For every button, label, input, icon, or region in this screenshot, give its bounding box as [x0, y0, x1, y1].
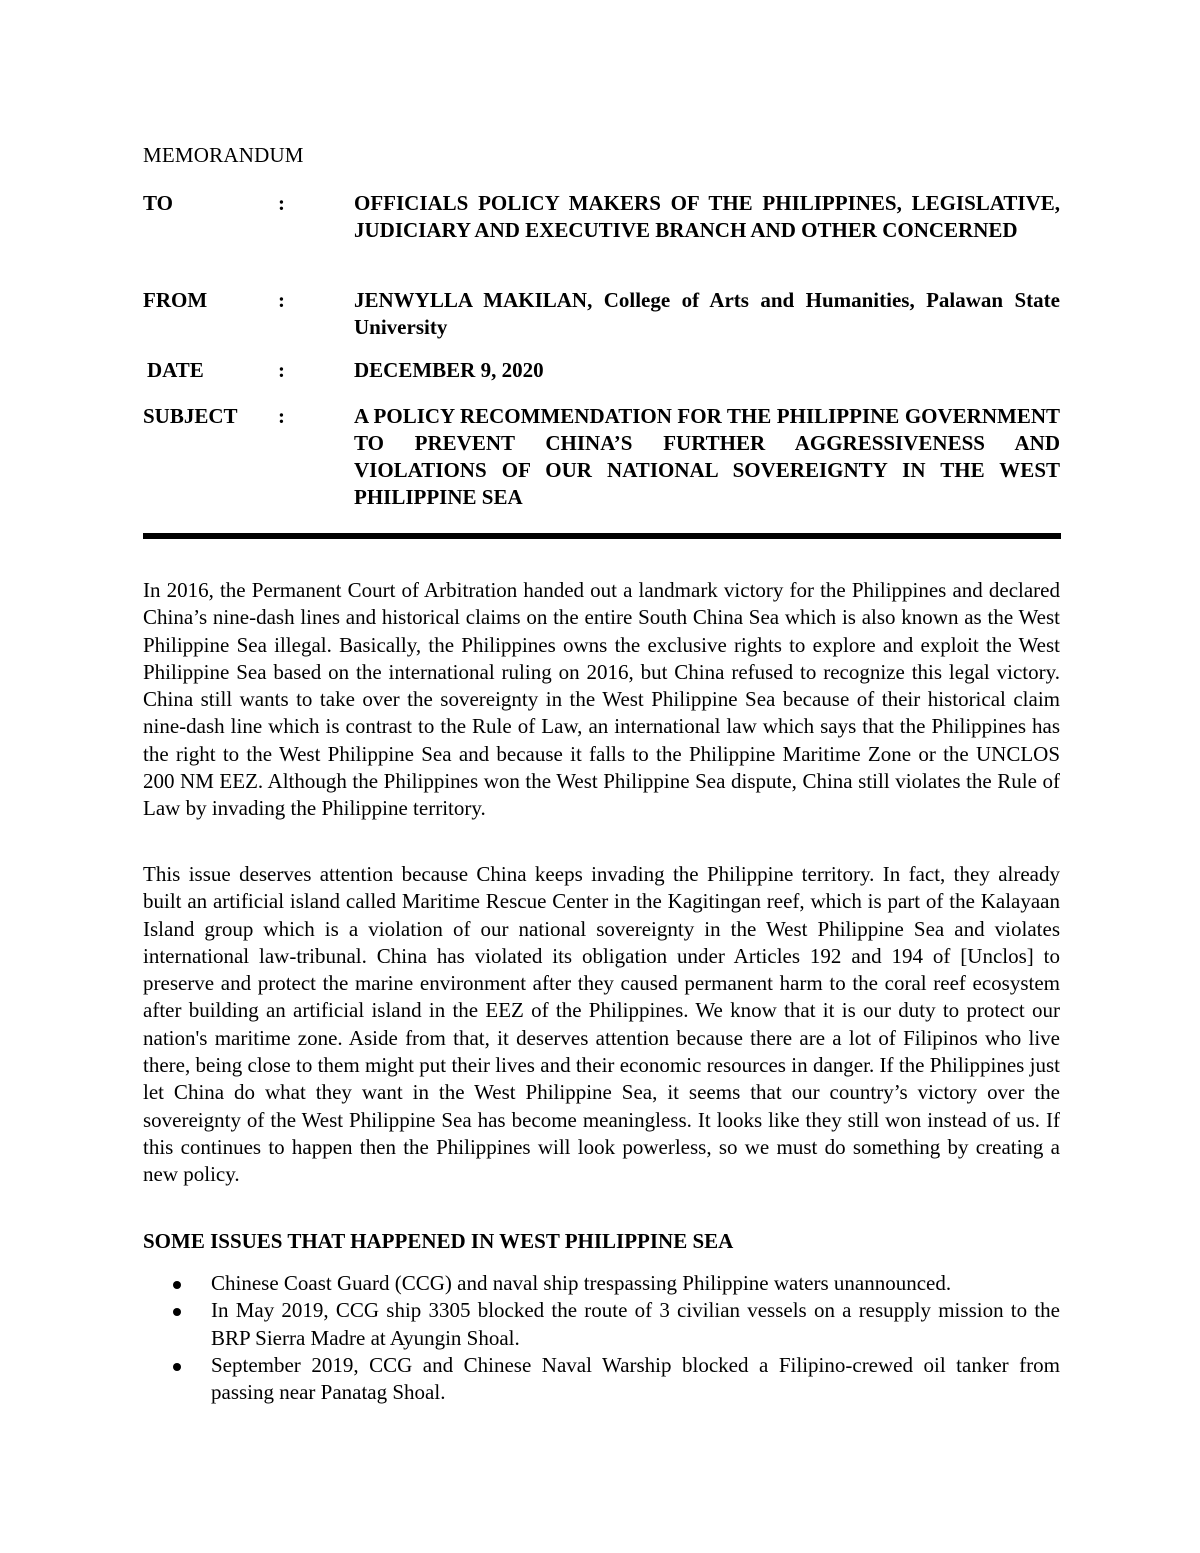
date-colon: : — [278, 358, 285, 382]
issue-text: September 2019, CCG and Chinese Naval Warship blocked a Filipino-crewed oil tanker from passing near Panatag Shoal. — [211, 1352, 1060, 1405]
subject-value: A POLICY RECOMMENDATION FOR THE PHILIPPINE GOVERNMENT TO PREVENT CHINA’S FURTHER AGGRESSIVENESS AND VIOLATIONS OF OUR NATIONAL SOVEREIGNTY IN THE WEST PHILIPPINE SEA — [354, 404, 1060, 509]
bullet-icon — [173, 1308, 181, 1316]
to-label: TO — [143, 191, 173, 215]
issue-text: Chinese Coast Guard (CCG) and naval ship trespassing Philippine waters unannounced. — [211, 1271, 952, 1295]
body-paragraph-2: This issue deserves attention because China keeps invading the Philippine territory. In fact, they already built an artificial island called Maritime Rescue Center in the Kagitingan reef, which is part of the Kalayaan Island group which is a violation of our national sovereignty in the West Philippine Sea and violates international law-tribunal. China has violated its obligation under Articles 192 and 194 of [Unclos] to preserve and protect the marine environment after they caused permanent harm to the coral reef ecosystem after building an artificial island in the EEZ of the Philippines. We know that it is our duty to protect our nation's maritime zone. Aside from that, it deserves attention because there are a lot of Filipinos who live there, being close to them might put their lives and their economic resources in danger. If the Philippines just let China do what they want in the West Philippine Sea, it seems that our country’s victory over the sovereignty of the West Philippine Sea has become meaningless. It looks like they still won instead of us. If this continues to happen then the Philippines will look powerless, so we must do something by creating a new policy. — [143, 862, 1060, 1187]
to-colon: : — [278, 191, 285, 215]
memo-title: MEMORANDUM — [143, 143, 304, 167]
issues-heading: SOME ISSUES THAT HAPPENED IN WEST PHILIPPINE SEA — [143, 1229, 734, 1253]
issues-list — [143, 1270, 1060, 1406]
bullet-icon — [173, 1363, 181, 1371]
bullet-icon — [173, 1281, 181, 1289]
body-paragraph-1: In 2016, the Permanent Court of Arbitration handed out a landmark victory for the Philippines and declared China’s nine-dash lines and historical claims on the entire South China Sea which is also known as the West Philippine Sea illegal. Basically, the Philippines owns the exclusive rights to explore and exploit the West Philippine Sea based on the international ruling on 2016, but China refused to recognize this legal victory. China still wants to take over the sovereignty in the West Philippine Sea because of their historical claim nine-dash line which is contrast to the Rule of Law, an international law which says that the Philippines has the right to the West Philippine Sea and because it falls to the Philippine Maritime Zone or the UNCLOS 200 NM EEZ. Although the Philippines won the West Philippine Sea dispute, China still violates the Rule of Law by invading the Philippine territory. — [143, 578, 1060, 821]
list-item — [143, 1352, 1060, 1407]
from-colon: : — [278, 288, 285, 312]
to-value: OFFICIALS POLICY MAKERS OF THE PHILIPPINES, LEGISLATIVE, JUDICIARY AND EXECUTIVE BRANCH AND OTHER CONCERNED — [354, 191, 1060, 242]
date-row — [143, 357, 1060, 385]
date-value: DECEMBER 9, 2020 — [354, 358, 544, 382]
issue-text: In May 2019, CCG ship 3305 blocked the route of 3 civilian vessels on a resupply mission to the BRP Sierra Madre at Ayungin Shoal. — [211, 1298, 1060, 1350]
date-label: DATE — [147, 358, 204, 382]
list-item — [143, 1270, 1060, 1297]
header-divider — [143, 533, 1061, 539]
subject-label: SUBJECT — [143, 404, 238, 428]
from-label: FROM — [143, 288, 208, 312]
to-row — [143, 190, 1060, 274]
list-item — [143, 1297, 1060, 1352]
from-value: JENWYLLA MAKILAN, College of Arts and Humanities, Palawan State University — [354, 288, 1060, 339]
subject-row — [143, 403, 1060, 515]
subject-colon: : — [278, 404, 285, 428]
from-row — [143, 287, 1060, 343]
